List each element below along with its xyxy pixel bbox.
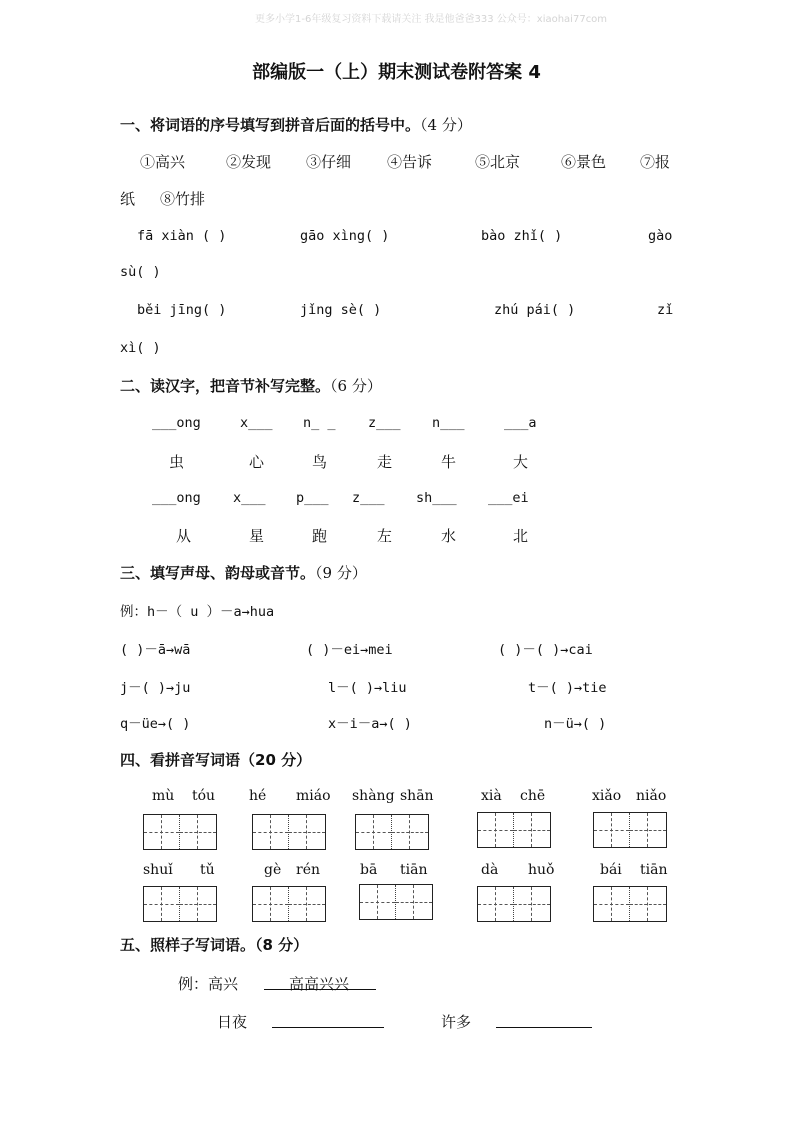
pinyin-label: xiǎo [592,788,622,804]
hanzi: 走 [377,453,393,471]
section-2-title: 二、读汉字，把音节补写完整。 [120,377,331,395]
spelling-blank: ( )－ei→mei [306,642,393,658]
example-answer: 高高兴兴 [289,975,350,993]
pinyin-label: bā [360,862,378,878]
page-title: 部编版一（上）期末测试卷附答案 4 [252,62,541,83]
spelling-blank: j－( )→ju [120,680,191,696]
spelling-blank: x－i－a→( ) [328,716,412,732]
pinyin-blank: jǐng sè( ) [300,302,382,318]
hanzi: 鸟 [312,453,328,471]
section-5-title: 五、照样子写词语。 [120,936,256,954]
spelling-blank: l－( )→liu [328,680,407,696]
pinyin-blank: xì( ) [120,340,161,356]
pinyin-blank: bào zhǐ( ) [481,228,563,244]
word-item: ③仔细 [306,153,352,171]
pinyin-label: tǔ [200,862,215,878]
hanzi: 从 [176,527,192,545]
section-3-heading [120,562,367,583]
writing-grid[interactable] [359,884,433,920]
pinyin-label: miáo [296,788,331,804]
syllable-blank: ___ong [152,490,201,506]
section-3-points: （9 分） [315,564,367,582]
pinyin-label: mù [152,788,175,804]
spelling-blank: t－( )→tie [528,680,607,696]
syllable-blank: ___ong [152,415,201,431]
word-item: ⑦报 [640,153,671,171]
hanzi: 北 [513,527,529,545]
writing-grid[interactable] [593,886,667,922]
spelling-blank: ( )－ā→wā [120,642,191,658]
pinyin-label: chē [520,788,546,804]
word-item: ⑧竹排 [160,190,206,208]
section-1-title: 一、将词语的序号填写到拼音后面的括号中。 [120,116,421,134]
pinyin-label: shàng [352,788,395,804]
section-5-heading [120,934,308,955]
spelling-blank: n－ü→( ) [544,716,607,732]
pinyin-label: shān [400,788,434,804]
pinyin-blank: běi jīng( ) [137,302,227,318]
pinyin-label: hé [249,788,267,804]
writing-grid[interactable] [143,814,217,850]
pinyin-blank: gào [648,228,673,244]
syllable-blank: ___a [504,415,537,431]
hanzi: 水 [441,527,457,545]
pinyin-blank: sù( ) [120,264,161,280]
syllable-blank: x___ [240,415,273,431]
pinyin-blank: zhú pái( ) [494,302,576,318]
section-5-points: （8 分） [255,936,309,954]
section-4-points: （20 分） [240,751,312,769]
pinyin-label: gè [264,862,282,878]
writing-grid[interactable] [477,886,551,922]
watermark: 更多小学1-6年级复习资料下载请关注 我是他爸爸333 公众号：xiaohai77com [255,14,608,25]
word-item: 纸 [120,190,136,208]
question-word: 日夜 [217,1013,248,1031]
syllable-blank: x___ [233,490,266,506]
hanzi: 心 [249,453,265,471]
syllable-blank: n_ _ [303,415,336,431]
hanzi: 大 [513,453,529,471]
spelling-blank: ( )－( )→cai [498,642,593,658]
section-1-points: （4 分） [420,116,472,134]
pinyin-label: huǒ [528,862,555,878]
word-item: ①高兴 [140,153,186,171]
writing-grid[interactable] [355,814,429,850]
word-item: ⑤北京 [475,153,521,171]
syllable-blank: z___ [352,490,385,506]
pinyin-label: rén [296,862,320,878]
pinyin-label: shuǐ [143,862,173,878]
hanzi: 虫 [169,453,185,471]
word-item: ⑥景色 [561,153,607,171]
section-2-heading [120,375,382,396]
pinyin-label: tiān [400,862,428,878]
section-2-points: （6 分） [330,377,382,395]
section-4-heading [120,749,311,770]
hanzi: 牛 [441,453,457,471]
writing-grid[interactable] [143,886,217,922]
syllable-blank: ___ei [488,490,529,506]
syllable-blank: sh___ [416,490,457,506]
hanzi: 星 [249,527,265,545]
pinyin-blank: gāo xìng( ) [300,228,390,244]
pinyin-label: xià [481,788,502,804]
writing-grid[interactable] [252,886,326,922]
answer-line[interactable] [496,1027,592,1028]
pinyin-label: tóu [192,788,216,804]
syllable-blank: p___ [296,490,329,506]
spelling-blank: q－üe→( ) [120,716,191,732]
writing-grid[interactable] [252,814,326,850]
section-3-title: 三、填写声母、韵母或音节。 [120,564,316,582]
pinyin-label: dà [481,862,499,878]
pinyin-label: bái [600,862,622,878]
example-line: 例：h－（ u ）－a→hua [120,604,275,620]
writing-grid[interactable] [593,812,667,848]
hanzi: 跑 [312,527,328,545]
syllable-blank: z___ [368,415,401,431]
word-item: ④告诉 [387,153,433,171]
example-underline [264,989,376,990]
section-1-heading [120,114,472,135]
word-item: ②发现 [226,153,272,171]
pinyin-label: niǎo [636,788,667,804]
pinyin-label: tiān [640,862,668,878]
pinyin-blank: zǐ [657,302,674,318]
answer-line[interactable] [272,1027,384,1028]
example-label: 例：高兴 [178,975,239,993]
writing-grid[interactable] [477,812,551,848]
pinyin-blank: fā xiàn ( ) [137,228,227,244]
question-word: 许多 [441,1013,472,1031]
hanzi: 左 [377,527,393,545]
syllable-blank: n___ [432,415,465,431]
section-4-title: 四、看拼音写词语 [120,751,241,769]
